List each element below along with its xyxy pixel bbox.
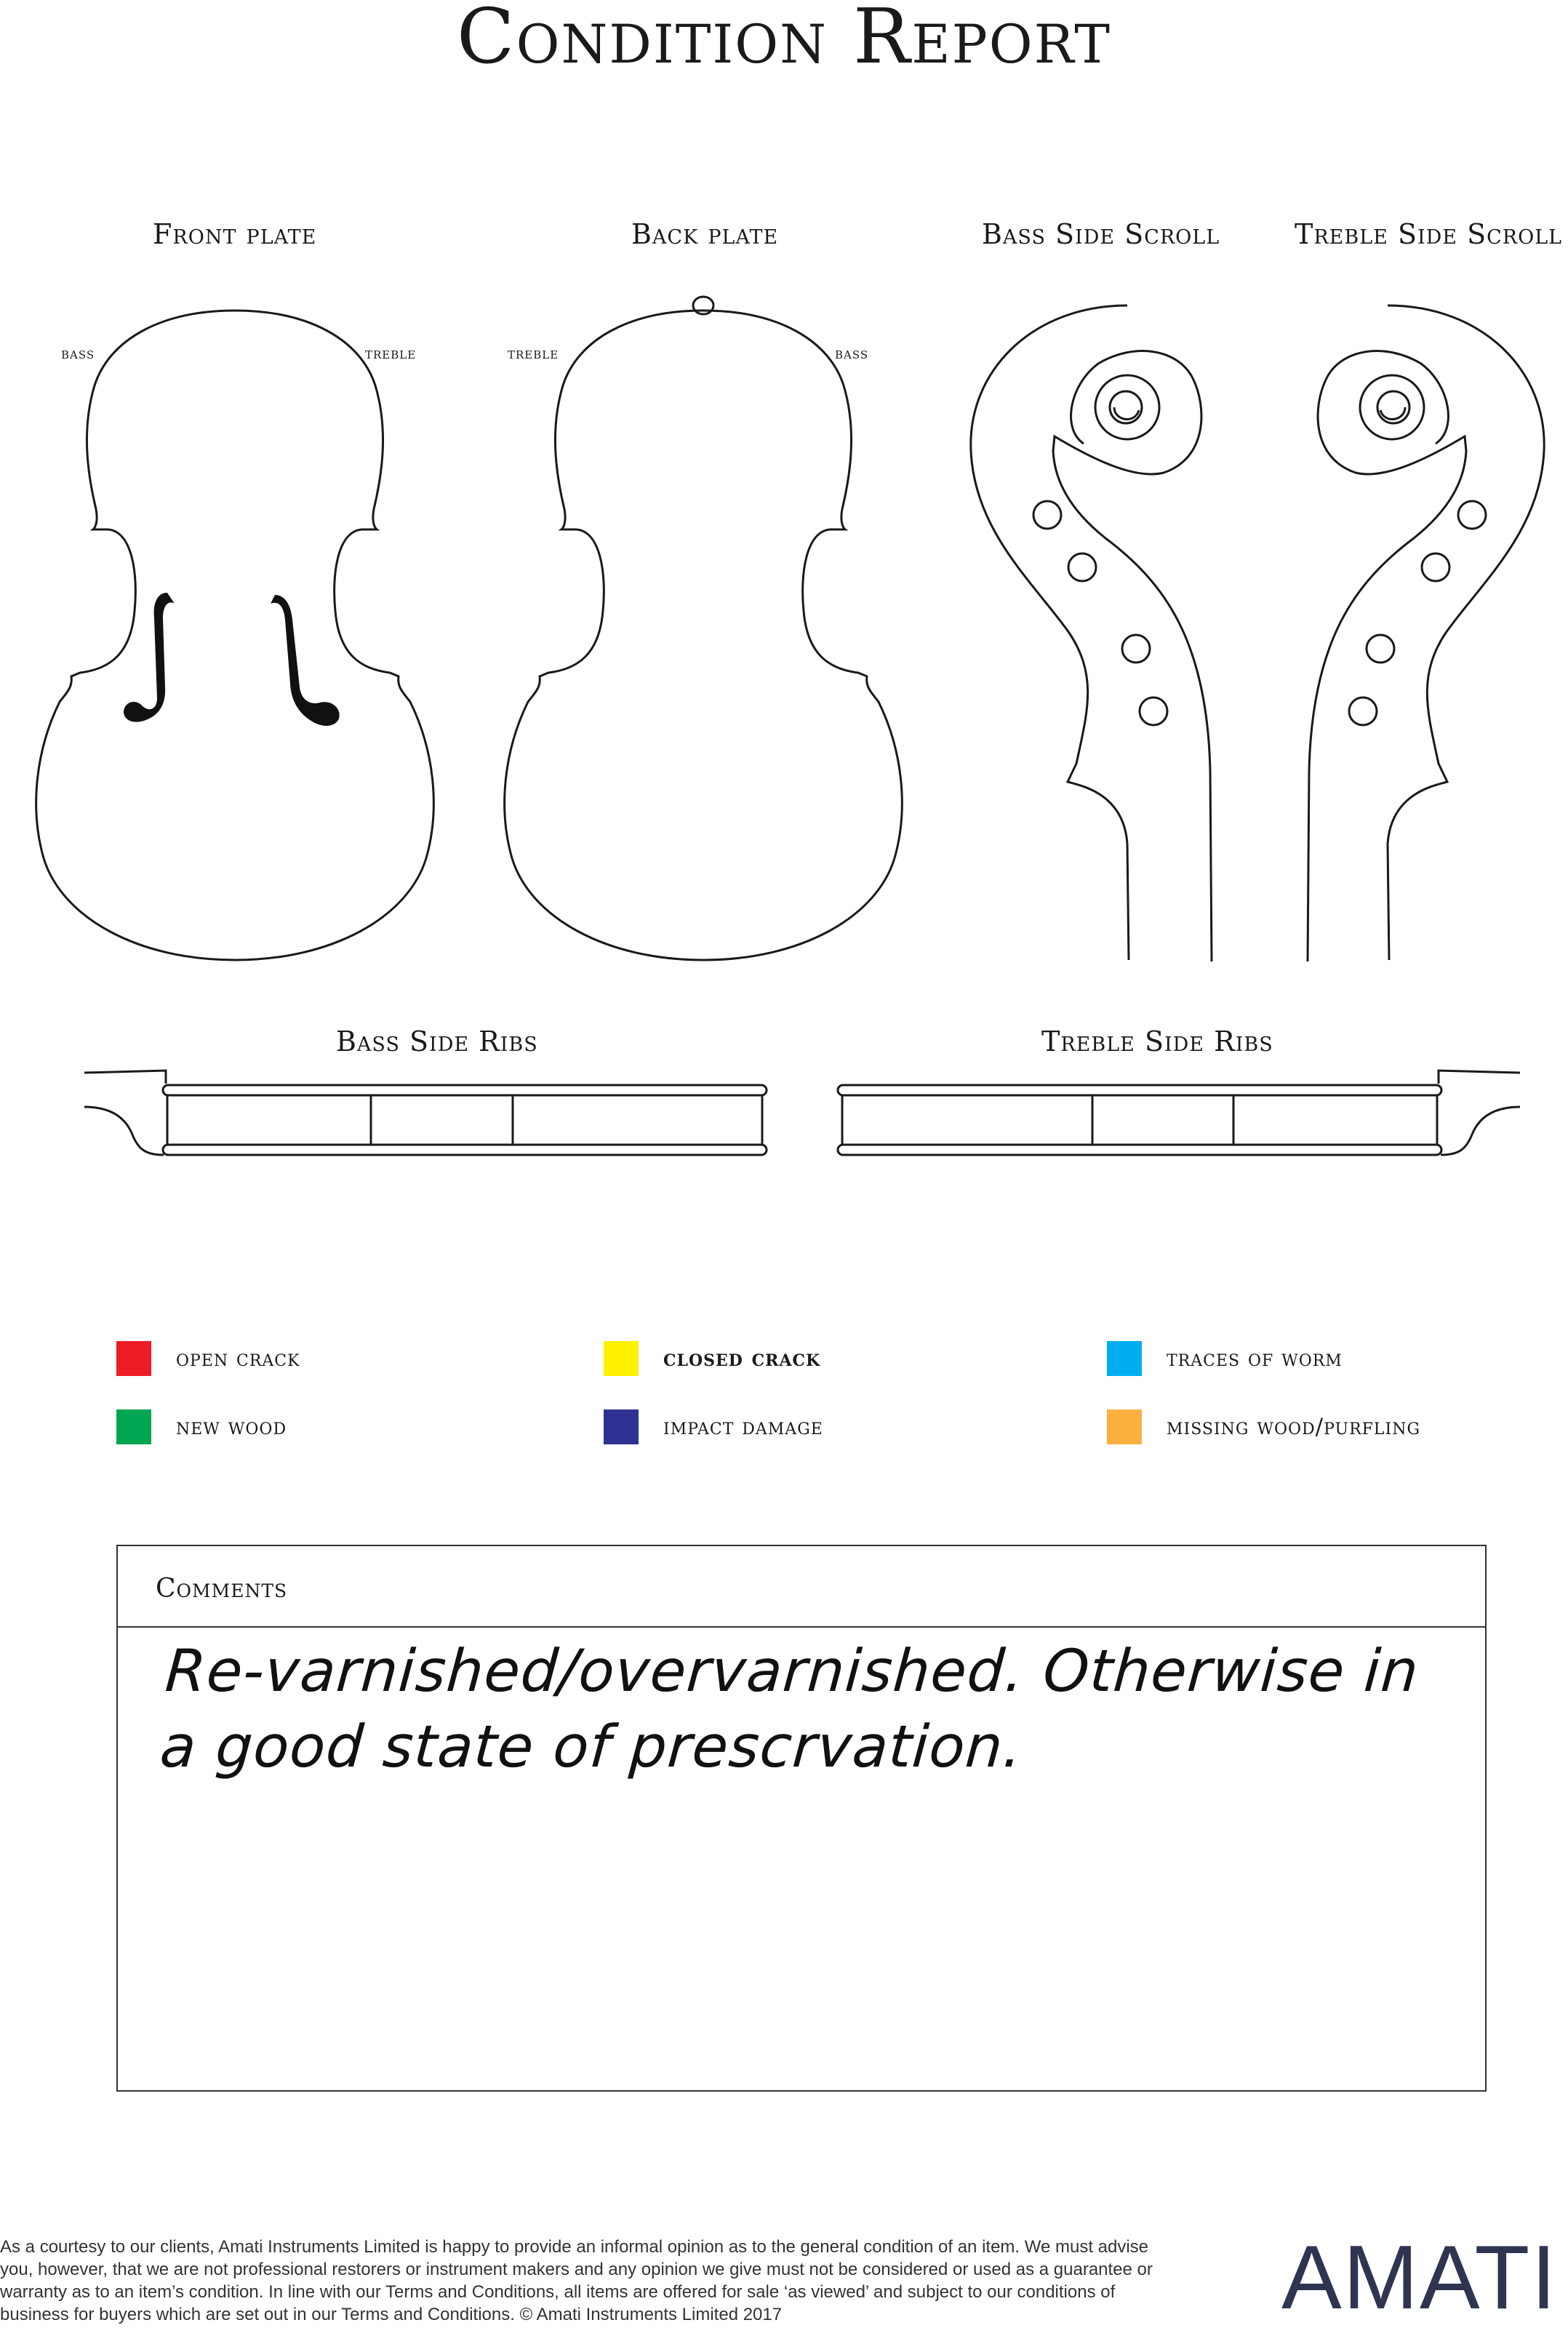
impact-damage-swatch [604, 1409, 639, 1444]
front-treble-side-label: treble [365, 345, 417, 363]
bass-scroll-outline [971, 305, 1212, 961]
missing-wood-swatch [1107, 1409, 1142, 1444]
footer-disclaimer: As a courtesy to our clients, Amati Instruments Limited is happy to provide an informal opinion as to the general condition of an item. We must advise you, however, that we are not professional restorers or instrument makers and any opinion we give must not be considered or used as a guarantee or warranty as to an item’s condition. In line with our Terms and Conditions, all items are offered for sale ‘as viewed’ and subject to our conditions of business for buyers which are set out in our Terms and Conditions. © Amati Instruments Limited 2017 [0, 2237, 1153, 2324]
legend-label: traces of worm [1167, 1345, 1343, 1372]
legend-new-wood [116, 1409, 287, 1444]
treble-scroll-outline [1308, 305, 1544, 961]
bass-ribs-label: Bass Side Ribs [336, 1025, 538, 1057]
comments-box [116, 1545, 1487, 2092]
bass-scroll-label: Bass Side Scroll [982, 218, 1220, 250]
back-bass-side-label: bass [835, 345, 869, 363]
legend-label: closed crack [663, 1345, 821, 1372]
legend-closed-crack [604, 1341, 820, 1376]
comments-header [118, 1546, 1485, 1628]
legend-label: missing wood/purfling [1167, 1414, 1421, 1440]
back-plate-label: Back plate [631, 218, 779, 250]
ribs-diagrams [0, 1062, 1568, 1164]
treble-ribs-label: Treble Side Ribs [1041, 1025, 1273, 1057]
comments-label: Comments [156, 1574, 288, 1604]
treble-scroll-label: Treble Side Scroll [1295, 218, 1563, 250]
front-bass-side-label: bass [61, 345, 95, 363]
open-crack-swatch [116, 1341, 151, 1376]
bass-ribs-outline [84, 1071, 767, 1155]
legend-label: impact damage [663, 1414, 823, 1440]
legend-missing-wood [1107, 1409, 1420, 1444]
legend-open-crack [116, 1341, 300, 1376]
back-treble-side-label: treble [508, 345, 559, 363]
traces-of-worm-swatch [1107, 1341, 1142, 1376]
legend-traces-of-worm [1107, 1341, 1343, 1376]
closed-crack-swatch [604, 1341, 639, 1376]
legend-label: open crack [176, 1345, 300, 1372]
new-wood-swatch [116, 1409, 151, 1444]
front-plate-outline [36, 311, 434, 960]
treble-ribs-outline [838, 1071, 1520, 1155]
legend-label: new wood [176, 1414, 287, 1440]
front-plate-label: Front plate [153, 218, 317, 250]
amati-logo: AMATI [1281, 2228, 1558, 2328]
legend-impact-damage [604, 1409, 823, 1444]
page-title: Condition Report [457, 0, 1111, 81]
comments-text: Re-varnished/overvarnished. Otherwise in a good state of prescrvation. [158, 1637, 1422, 1780]
back-plate-outline [505, 297, 903, 960]
